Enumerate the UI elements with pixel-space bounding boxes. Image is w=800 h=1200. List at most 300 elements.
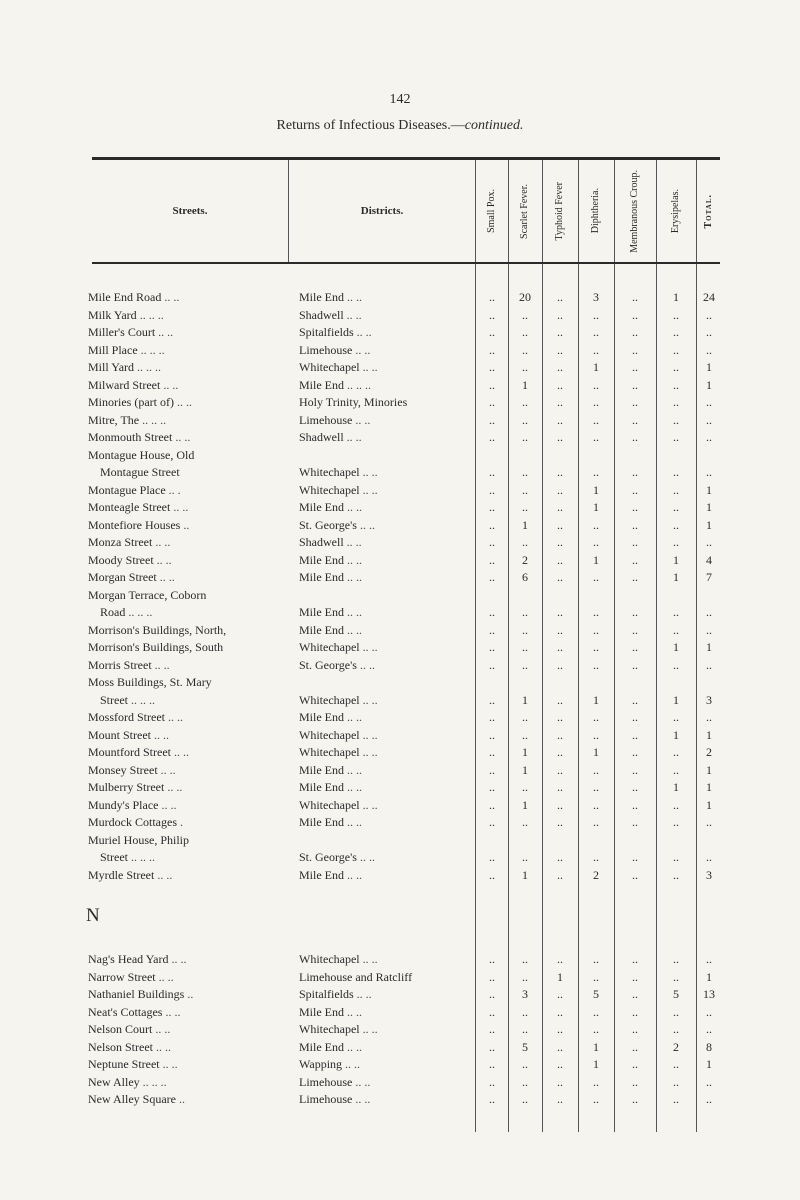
- table-body: [0, 289, 800, 1109]
- district-name: Whitechapel: [299, 692, 360, 707]
- typhoid-fever-count: ..: [557, 815, 563, 829]
- total-count: ..: [706, 1004, 712, 1019]
- total-count: ..: [706, 1092, 712, 1106]
- small-pox-count: ..: [489, 1057, 495, 1071]
- leader-dots: .. ..: [344, 762, 362, 777]
- district-cell: [299, 1004, 474, 1022]
- street-cell: [88, 1056, 284, 1074]
- diphtheria-count: ..: [593, 325, 599, 339]
- small-pox-count: ..: [489, 1039, 495, 1054]
- membranous-croup-count: ..: [632, 552, 638, 567]
- table-row: [0, 359, 800, 377]
- leader-dots: .. ..: [353, 325, 372, 339]
- district-name: Whitechapel: [299, 465, 360, 479]
- diphtheria-count: ..: [593, 797, 599, 812]
- typhoid-fever-count: ..: [557, 430, 563, 444]
- street-cell: [88, 394, 284, 412]
- scarlet-fever-count: 1: [522, 867, 528, 882]
- district-name: St. George's: [299, 517, 357, 532]
- membranous-croup-count: ..: [632, 1074, 638, 1089]
- small-pox-count: ..: [489, 1022, 495, 1036]
- scarlet-fever-count: ..: [522, 710, 528, 724]
- district-cell: [299, 797, 474, 815]
- total-count: ..: [706, 605, 712, 619]
- table-row: [0, 744, 800, 762]
- small-pox-count: ..: [489, 987, 495, 1001]
- district-cell: [299, 429, 474, 447]
- erysipelas-count: 1: [673, 727, 679, 742]
- district-name: Mile End: [299, 815, 344, 829]
- district-name: Whitechapel: [299, 745, 360, 759]
- leader-dots: .. ..: [359, 797, 378, 812]
- membranous-croup-count: ..: [632, 605, 638, 619]
- header-streets: Streets.: [172, 205, 208, 217]
- leader-dots: .. ..: [151, 657, 170, 672]
- membranous-croup-count: ..: [632, 850, 638, 864]
- street-cell: [88, 324, 284, 342]
- leader-dots: .. ..: [344, 605, 362, 619]
- membranous-croup-count: ..: [632, 657, 638, 672]
- district-cell: [299, 359, 474, 377]
- street-name: Neat's Cottages: [88, 1004, 163, 1019]
- district-cell: [299, 951, 474, 969]
- typhoid-fever-count: ..: [557, 710, 563, 724]
- district-cell: [299, 779, 474, 797]
- street-name: Morrison's Buildings, North,: [88, 622, 227, 637]
- district-name: St. George's: [299, 657, 357, 672]
- leader-dots: .. ..: [359, 727, 378, 742]
- street-cell: [88, 1074, 284, 1092]
- erysipelas-count: 5: [673, 987, 679, 1001]
- street-cell: [88, 674, 284, 692]
- typhoid-fever-count: ..: [557, 395, 563, 409]
- leader-dots: .. ..: [152, 535, 171, 549]
- diphtheria-count: ..: [593, 307, 599, 322]
- street-cell: [88, 289, 284, 307]
- leader-dots: .. ..: [359, 640, 378, 654]
- total-count: 13: [703, 987, 715, 1001]
- street-name: Monza Street: [88, 535, 153, 549]
- diphtheria-count: ..: [593, 780, 599, 794]
- street-name: New Alley: [88, 1074, 140, 1089]
- street-name: Nelson Street: [88, 1039, 153, 1054]
- total-count: 1: [706, 780, 712, 794]
- header-total-label: Total.: [702, 193, 714, 229]
- diphtheria-count: 3: [593, 290, 599, 304]
- table-row: [0, 377, 800, 395]
- leader-dots: .. ..: [152, 1022, 171, 1036]
- street-name: Muriel House, Philip: [88, 832, 189, 847]
- small-pox-count: ..: [489, 797, 495, 812]
- district-name: St. George's: [299, 850, 357, 864]
- table-row: [0, 482, 800, 500]
- diphtheria-count: ..: [593, 1092, 599, 1106]
- total-count: 8: [706, 1039, 712, 1054]
- scarlet-fever-count: ..: [522, 605, 528, 619]
- leader-dots: .. .. ..: [128, 850, 155, 864]
- scarlet-fever-count: 1: [522, 762, 528, 777]
- membranous-croup-count: ..: [632, 622, 638, 637]
- district-name: Shadwell: [299, 307, 344, 322]
- diphtheria-count: ..: [593, 412, 599, 427]
- leader-dots: .. ..: [159, 1057, 178, 1071]
- district-cell: [299, 289, 474, 307]
- total-count: ..: [706, 307, 712, 322]
- scarlet-fever-count: ..: [522, 430, 528, 444]
- total-count: ..: [706, 465, 712, 479]
- diphtheria-count: ..: [593, 430, 599, 444]
- district-name: Mile End: [299, 867, 344, 882]
- street-cell: [88, 1004, 284, 1022]
- diphtheria-count: ..: [593, 1004, 599, 1019]
- membranous-croup-count: ..: [632, 290, 638, 304]
- total-count: 2: [706, 745, 712, 759]
- erysipelas-count: ..: [673, 360, 679, 374]
- street-name: Mountford Street: [88, 745, 171, 759]
- district-cell: [299, 762, 474, 780]
- leader-dots: .. .. ..: [344, 377, 371, 392]
- street-cell: [88, 552, 284, 570]
- district-name: Whitechapel: [299, 482, 360, 497]
- erysipelas-count: 1: [673, 640, 679, 654]
- street-name: Nelson Court: [88, 1022, 153, 1036]
- diphtheria-count: ..: [593, 640, 599, 654]
- page-number: 142: [389, 92, 411, 107]
- erysipelas-count: ..: [673, 377, 679, 392]
- street-name: Mile End Road: [88, 290, 162, 304]
- small-pox-count: ..: [489, 307, 495, 322]
- scarlet-fever-count: 2: [522, 552, 528, 567]
- erysipelas-count: 1: [673, 552, 679, 567]
- leader-dots: .. ..: [352, 1074, 371, 1089]
- total-count: ..: [706, 325, 712, 339]
- diphtheria-count: ..: [593, 1074, 599, 1089]
- leader-dots: .. ..: [359, 952, 378, 966]
- district-cell: [299, 986, 474, 1004]
- table-row: [0, 1004, 800, 1022]
- district-cell: [299, 867, 474, 885]
- street-name: Nag's Head Yard: [88, 952, 169, 966]
- street-name: Nathaniel Buildings: [88, 987, 185, 1001]
- scarlet-fever-count: ..: [522, 815, 528, 829]
- table-row: [0, 429, 800, 447]
- district-name: Shadwell: [299, 430, 344, 444]
- erysipelas-count: ..: [673, 1092, 679, 1106]
- scarlet-fever-count: 1: [522, 517, 528, 532]
- table-row: [0, 517, 800, 535]
- scarlet-fever-count: 1: [522, 692, 528, 707]
- scarlet-fever-count: ..: [522, 780, 528, 794]
- scarlet-fever-count: ..: [522, 1057, 528, 1071]
- street-cell: [88, 639, 284, 657]
- diphtheria-count: 1: [593, 360, 599, 374]
- small-pox-count: ..: [489, 692, 495, 707]
- diphtheria-count: 1: [593, 482, 599, 497]
- street-cell: [88, 797, 284, 815]
- typhoid-fever-count: ..: [557, 1057, 563, 1071]
- diphtheria-count: 1: [593, 1039, 599, 1054]
- erysipelas-count: ..: [673, 1074, 679, 1089]
- leader-dots: .. ..: [162, 1004, 181, 1019]
- street-name: Montefiore Houses: [88, 517, 181, 532]
- street-cell: [88, 692, 284, 710]
- typhoid-fever-count: ..: [557, 465, 563, 479]
- district-cell: [299, 1056, 474, 1074]
- erysipelas-count: ..: [673, 1004, 679, 1019]
- typhoid-fever-count: ..: [557, 762, 563, 777]
- small-pox-count: ..: [489, 952, 495, 966]
- leader-dots: .. ..: [155, 325, 174, 339]
- district-cell: [299, 709, 474, 727]
- typhoid-fever-count: ..: [557, 377, 563, 392]
- diphtheria-count: ..: [593, 815, 599, 829]
- leader-dots: .. ..: [154, 867, 173, 882]
- street-cell: [88, 709, 284, 727]
- total-count: 7: [706, 570, 712, 584]
- erysipelas-count: 1: [673, 692, 679, 707]
- street-cell: [88, 986, 284, 1004]
- total-count: ..: [706, 535, 712, 549]
- district-name: Mile End: [299, 1004, 344, 1019]
- erysipelas-count: ..: [673, 850, 679, 864]
- street-name: Milward Street: [88, 377, 161, 392]
- typhoid-fever-count: ..: [557, 987, 563, 1001]
- small-pox-count: ..: [489, 605, 495, 619]
- street-name: Morgan Terrace, Coborn: [88, 587, 207, 602]
- erysipelas-count: 1: [673, 780, 679, 794]
- membranous-croup-count: ..: [632, 1092, 638, 1106]
- leader-dots: .. ..: [352, 412, 371, 427]
- typhoid-fever-count: ..: [557, 867, 563, 882]
- leader-dots: .. ..: [344, 570, 362, 584]
- leader-dots: .. ..: [344, 552, 362, 567]
- table-row: [0, 307, 800, 325]
- scarlet-fever-count: ..: [522, 325, 528, 339]
- street-cell: [88, 377, 284, 395]
- district-name: Whitechapel: [299, 360, 360, 374]
- leader-dots: .. .. ..: [136, 307, 164, 322]
- leader-dots: ..: [175, 1092, 185, 1106]
- district-name: Mile End: [299, 500, 344, 514]
- erysipelas-count: ..: [673, 622, 679, 637]
- typhoid-fever-count: ..: [557, 500, 563, 514]
- district-cell: [299, 464, 474, 482]
- membranous-croup-count: ..: [632, 727, 638, 742]
- small-pox-count: ..: [489, 500, 495, 514]
- table-row: [0, 657, 800, 675]
- membranous-croup-count: ..: [632, 342, 638, 357]
- typhoid-fever-count: ..: [557, 552, 563, 567]
- header-scarlet-fever: [508, 160, 542, 262]
- section-letter: N: [86, 905, 100, 926]
- total-count: 4: [706, 552, 712, 567]
- street-name: Morrison's Buildings, South: [88, 640, 224, 654]
- street-name: New Alley Square: [88, 1092, 176, 1106]
- erysipelas-count: ..: [673, 342, 679, 357]
- small-pox-count: ..: [489, 1074, 495, 1089]
- total-count: ..: [706, 952, 712, 966]
- membranous-croup-count: ..: [632, 952, 638, 966]
- section-letter-row: [0, 884, 800, 951]
- district-name: Mile End: [299, 1039, 344, 1054]
- table-row: [0, 447, 800, 465]
- district-cell: [299, 639, 474, 657]
- district-name: Wapping: [299, 1057, 343, 1071]
- header-diphtheria: [578, 160, 614, 262]
- street-cell: [88, 412, 284, 430]
- street-name: Myrdle Street: [88, 867, 155, 882]
- street-cell: [88, 744, 284, 762]
- leader-dots: .. ..: [168, 952, 187, 966]
- district-name: Limehouse: [299, 342, 353, 357]
- street-cell: [88, 1021, 284, 1039]
- membranous-croup-count: ..: [632, 780, 638, 794]
- total-count: ..: [706, 430, 712, 444]
- district-cell: [299, 499, 474, 517]
- small-pox-count: ..: [489, 867, 495, 882]
- street-name: Morgan Street: [88, 570, 157, 584]
- diphtheria-count: ..: [593, 710, 599, 724]
- erysipelas-count: 1: [673, 570, 679, 584]
- table-row: [0, 779, 800, 797]
- street-cell: [88, 587, 284, 605]
- street-name: Montague Street: [88, 465, 180, 479]
- table-row: [0, 969, 800, 987]
- table-row: [0, 412, 800, 430]
- leader-dots: .. ..: [344, 780, 362, 794]
- diphtheria-count: 1: [593, 692, 599, 707]
- small-pox-count: ..: [489, 657, 495, 672]
- table-row: [0, 464, 800, 482]
- header-erysipelas-label: Erysipelas.: [669, 188, 681, 234]
- total-count: 1: [706, 1057, 712, 1071]
- leader-dots: .. ..: [344, 1039, 362, 1054]
- typhoid-fever-count: ..: [557, 850, 563, 864]
- diphtheria-count: ..: [593, 535, 599, 549]
- street-cell: [88, 359, 284, 377]
- district-cell: [299, 394, 474, 412]
- header-typhoid-fever-label: Typhoid Fever: [553, 181, 565, 241]
- typhoid-fever-count: ..: [557, 745, 563, 759]
- scarlet-fever-count: ..: [522, 465, 528, 479]
- small-pox-count: ..: [489, 552, 495, 567]
- diphtheria-count: ..: [593, 377, 599, 392]
- small-pox-count: ..: [489, 325, 495, 339]
- leader-dots: .. ..: [352, 342, 371, 357]
- street-cell: [88, 779, 284, 797]
- street-cell: [88, 969, 284, 987]
- street-name: Minories (part of): [88, 395, 174, 409]
- small-pox-count: ..: [489, 762, 495, 777]
- table-row: [0, 1021, 800, 1039]
- leader-dots: .. .. ..: [134, 360, 162, 374]
- typhoid-fever-count: ..: [557, 727, 563, 742]
- erysipelas-count: ..: [673, 710, 679, 724]
- leader-dots: .. .. ..: [137, 342, 165, 357]
- street-cell: [88, 622, 284, 640]
- table-row: [0, 622, 800, 640]
- leader-dots: .. ..: [158, 797, 177, 812]
- diphtheria-count: 1: [593, 1057, 599, 1071]
- membranous-croup-count: ..: [632, 412, 638, 427]
- street-name: Monmouth Street: [88, 430, 173, 444]
- street-name: Monsey Street: [88, 762, 158, 777]
- membranous-croup-count: ..: [632, 307, 638, 322]
- typhoid-fever-count: ..: [557, 640, 563, 654]
- district-cell: [299, 727, 474, 745]
- district-name: Mile End: [299, 605, 344, 619]
- leader-dots: .. ..: [359, 482, 378, 497]
- district-name: Mile End: [299, 710, 344, 724]
- table-row: [0, 569, 800, 587]
- scarlet-fever-count: ..: [522, 640, 528, 654]
- table-row: [0, 552, 800, 570]
- scarlet-fever-count: ..: [522, 1022, 528, 1036]
- total-count: 1: [706, 640, 712, 654]
- membranous-croup-count: ..: [632, 535, 638, 549]
- small-pox-count: ..: [489, 745, 495, 759]
- district-name: Mile End: [299, 377, 344, 392]
- table-row: [0, 867, 800, 885]
- leader-dots: .. ..: [160, 377, 179, 392]
- district-name: Limehouse: [299, 412, 353, 427]
- street-name: Mill Place: [88, 342, 138, 357]
- district-name: Spitalfields: [299, 987, 354, 1001]
- table-row: [0, 342, 800, 360]
- district-name: Spitalfields: [299, 325, 354, 339]
- street-cell: [88, 604, 284, 622]
- district-cell: [299, 517, 474, 535]
- total-count: 3: [706, 692, 712, 707]
- scarlet-fever-count: ..: [522, 727, 528, 742]
- membranous-croup-count: ..: [632, 377, 638, 392]
- table-row: [0, 797, 800, 815]
- small-pox-count: ..: [489, 395, 495, 409]
- membranous-croup-count: ..: [632, 517, 638, 532]
- street-cell: [88, 1039, 284, 1057]
- total-count: 1: [706, 517, 712, 532]
- leader-dots: .. ..: [359, 1022, 378, 1036]
- header-erysipelas: [656, 160, 696, 262]
- typhoid-fever-count: ..: [557, 517, 563, 532]
- typhoid-fever-count: ..: [557, 325, 563, 339]
- small-pox-count: ..: [489, 360, 495, 374]
- district-name: Mile End: [299, 780, 344, 794]
- diphtheria-count: ..: [593, 570, 599, 584]
- membranous-croup-count: ..: [632, 500, 638, 514]
- membranous-croup-count: ..: [632, 745, 638, 759]
- total-count: ..: [706, 395, 712, 409]
- leader-dots: .. ..: [161, 290, 180, 304]
- district-name: Mile End: [299, 622, 344, 637]
- small-pox-count: ..: [489, 377, 495, 392]
- street-cell: [88, 307, 284, 325]
- scarlet-fever-count: ..: [522, 307, 528, 322]
- typhoid-fever-count: ..: [557, 780, 563, 794]
- leader-dots: .. ..: [165, 710, 183, 724]
- erysipelas-count: ..: [673, 969, 679, 984]
- street-cell: [88, 762, 284, 780]
- header-total: [696, 160, 722, 262]
- total-count: ..: [706, 412, 712, 427]
- scarlet-fever-count: 1: [522, 745, 528, 759]
- street-name: Mill Yard: [88, 360, 135, 374]
- district-cell: [299, 657, 474, 675]
- leader-dots: .. ..: [356, 657, 375, 672]
- table-caption: [0, 118, 800, 134]
- district-name: Whitechapel: [299, 640, 360, 654]
- scarlet-fever-count: ..: [522, 657, 528, 672]
